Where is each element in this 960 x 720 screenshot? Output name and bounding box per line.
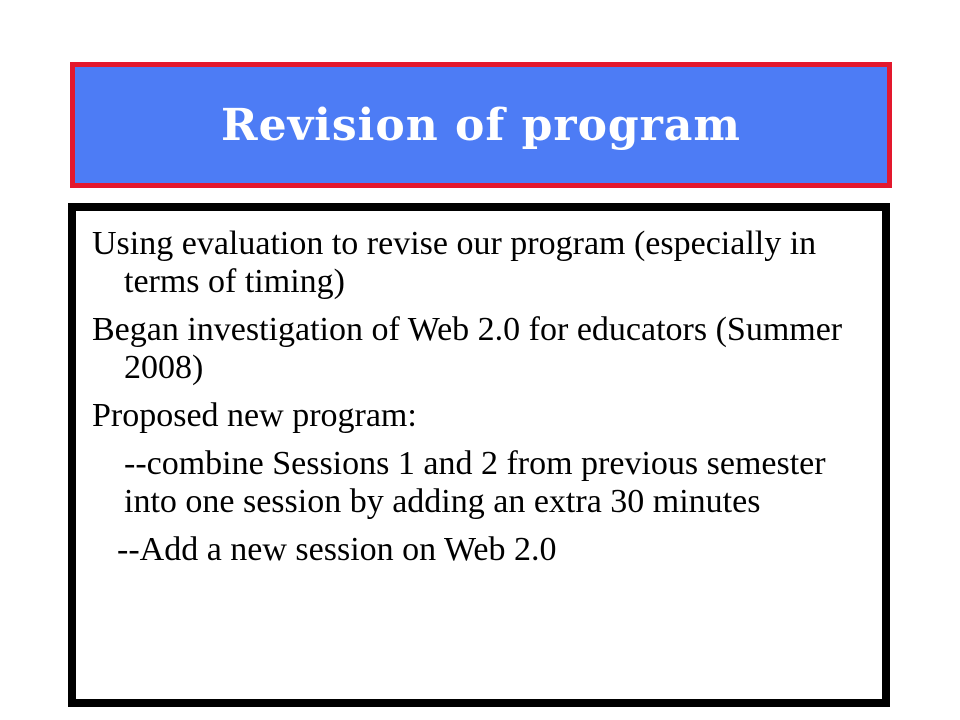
sub-bullet-text: --combine Sessions 1 and 2 from previous semester into one session by adding an extra 30 minutes [124,445,826,520]
sub-bullet-text: --Add a new session on Web 2.0 [117,531,557,568]
bullet-text: Using evaluation to revise our program (especially in terms of timing) [92,225,817,300]
content-panel [68,203,890,707]
title-banner [70,62,892,188]
slide-title: Revision of program [221,99,741,151]
bullet-text: Proposed new program: [92,397,417,434]
bullet-text: Began investigation of Web 2.0 for educators (Summer 2008) [92,311,843,386]
